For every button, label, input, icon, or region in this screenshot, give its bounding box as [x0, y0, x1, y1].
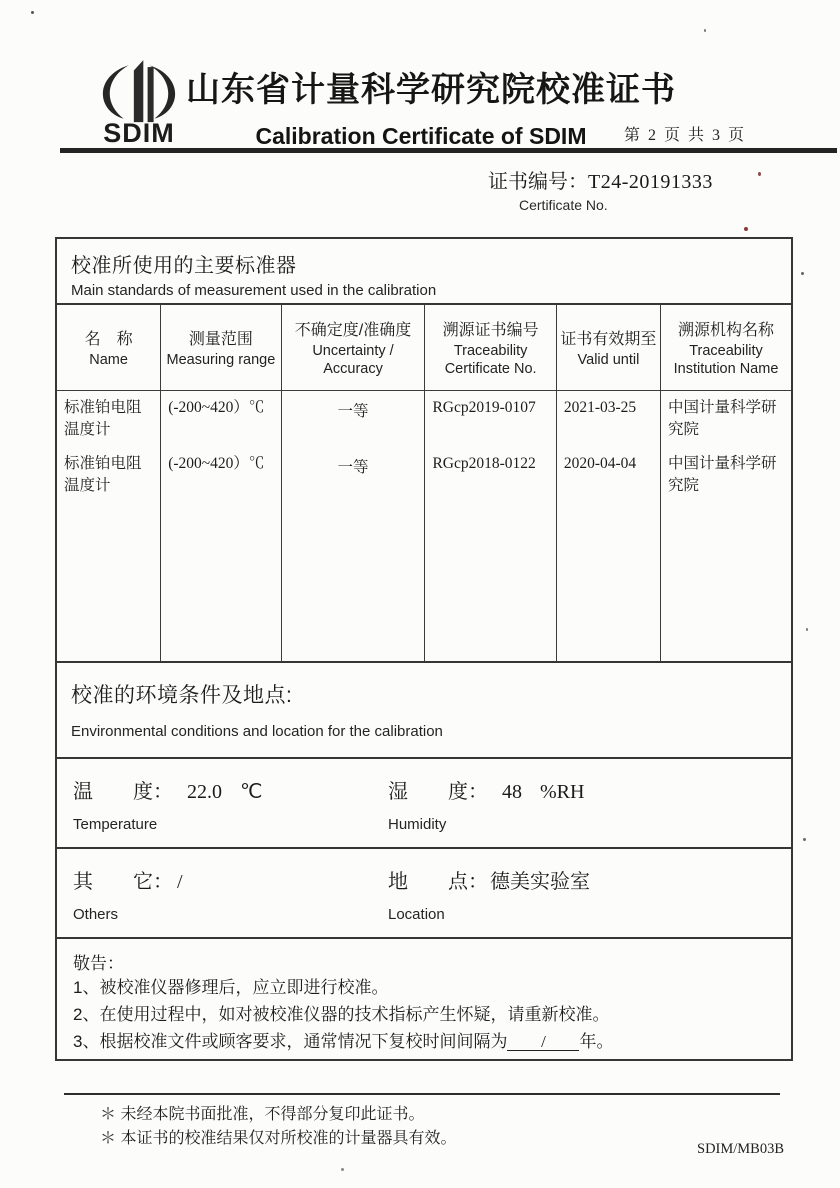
standards-title-en: Main standards of measurement used in the calibration — [71, 282, 437, 299]
standards-section-header — [57, 239, 791, 303]
scan-speck — [744, 227, 748, 231]
title-block — [186, 62, 676, 150]
standards-table — [57, 303, 791, 661]
humidity-unit: %RH — [540, 781, 585, 803]
temperature-unit: ℃ — [240, 781, 263, 803]
table-cell: 一等 — [337, 459, 369, 476]
location-label: 地 点： — [388, 871, 488, 893]
notice-item-3 — [73, 1028, 775, 1055]
table-column-institution — [661, 391, 791, 661]
column-header-zh: 测量范围 — [188, 330, 253, 348]
scan-speck — [806, 628, 808, 631]
column-header-zh: 溯源证书编号 — [442, 321, 539, 339]
scan-speck — [341, 1168, 344, 1171]
scan-speck — [803, 838, 806, 841]
table-cell: 标准铂电阻温度计 — [64, 455, 142, 495]
table-cell: 2021-03-25 — [563, 399, 637, 416]
certificate-number-label: 证书编号： — [488, 171, 588, 193]
column-header-institution — [661, 305, 791, 391]
humidity-field — [372, 759, 584, 847]
humidity-label: 湿 度： — [388, 781, 488, 803]
footer-divider — [64, 1093, 780, 1095]
table-cell: 标准铂电阻温度计 — [64, 399, 142, 439]
column-header-zh: 证书有效期至 — [560, 330, 657, 348]
column-header-en: Measuring range — [166, 351, 276, 368]
footer-note-1: ＊ 未经本院书面批准，不得部分复印此证书。 — [100, 1106, 425, 1123]
temperature-field — [57, 759, 372, 847]
table-cell: 2020-04-04 — [563, 455, 637, 472]
environment-title-zh: 校准的环境条件及地点: — [71, 684, 293, 707]
column-header-uncertainty — [282, 305, 426, 391]
table-column-traceability-no — [425, 391, 556, 661]
scan-speck — [758, 172, 761, 176]
page-title: 山东省计量科学研究院校准证书 — [186, 72, 676, 109]
column-header-zh: 不确定度/准确度 — [294, 321, 412, 339]
others-location-row — [57, 847, 791, 937]
others-field — [57, 849, 372, 937]
others-label: 其 它： — [73, 871, 173, 893]
footer-notes — [100, 1103, 456, 1151]
table-cell: (-200~420）℃ — [168, 455, 265, 472]
temperature-label-en: Temperature — [73, 816, 158, 833]
location-label-en: Location — [388, 906, 445, 923]
header-divider — [60, 148, 837, 153]
notice-section — [57, 937, 791, 1059]
table-column-uncertainty — [282, 391, 426, 661]
page-title-en: Calibration Certificate of SDIM — [255, 123, 587, 149]
table-cell: (-200~420）℃ — [168, 399, 265, 416]
column-header-name — [57, 305, 161, 391]
temperature-value: 22.0 — [187, 781, 222, 803]
column-header-en: Uncertainty / Accuracy — [312, 342, 394, 377]
column-header-range — [161, 305, 281, 391]
table-column-range — [161, 391, 281, 661]
column-header-zh: 溯源机构名称 — [677, 321, 774, 339]
table-cell: RGcp2018-0122 — [432, 455, 536, 472]
table-column-valid-until — [557, 391, 661, 661]
column-header-traceability-no — [425, 305, 556, 391]
scan-speck — [704, 29, 706, 32]
others-label-en: Others — [73, 906, 119, 923]
column-header-en: Valid until — [577, 351, 640, 368]
column-header-en: Name — [89, 351, 128, 368]
certificate-number — [488, 165, 713, 194]
temperature-label: 温 度： — [73, 781, 173, 803]
scan-speck — [31, 11, 34, 14]
others-value: / — [177, 871, 183, 893]
certificate-body — [55, 237, 793, 1061]
notice-item-2: 2、在使用过程中，如对被校准仪器的技术指标产生怀疑，请重新校准。 — [73, 1005, 610, 1024]
column-header-en: Traceability Certificate No. — [444, 342, 537, 377]
table-cell: RGcp2019-0107 — [432, 399, 536, 416]
notice-title: 敬告： — [73, 954, 124, 973]
location-value: 德美实验室 — [490, 871, 590, 893]
sdim-logo-icon — [96, 58, 182, 126]
environment-title-en: Environmental conditions and location for the calibration — [71, 723, 443, 740]
sdim-logo-text: SDIM — [103, 118, 175, 148]
temperature-humidity-row — [57, 757, 791, 847]
column-header-valid-until — [557, 305, 661, 391]
table-column-name — [57, 391, 161, 661]
table-cell: 一等 — [337, 403, 369, 420]
notice-item-3-suffix: 年。 — [579, 1032, 614, 1051]
humidity-value: 48 — [502, 781, 522, 803]
recalibration-interval-blank: / — [507, 1033, 579, 1051]
sdim-logo — [80, 58, 198, 150]
table-cell: 中国计量科学研究院 — [668, 399, 777, 439]
standards-title-zh: 校准所使用的主要标准器 — [71, 255, 297, 277]
scan-speck — [801, 272, 804, 275]
page-number: 第 2 页 共 3 页 — [624, 127, 747, 144]
notice-item-3-text: 3、根据校准文件或顾客要求，通常情况下复校时间间隔为 — [73, 1032, 508, 1051]
notice-item-1: 1、被校准仪器修理后，应立即进行校准。 — [73, 978, 389, 997]
certificate-number-value: T24-20191333 — [588, 171, 713, 193]
location-field — [372, 849, 590, 937]
column-header-en: Traceability Institution Name — [673, 342, 779, 377]
humidity-label-en: Humidity — [388, 816, 447, 833]
column-header-zh: 名 称 — [84, 330, 133, 348]
environment-section-header — [57, 661, 791, 757]
footer-note-2: ＊ 本证书的校准结果仅对所校准的计量器具有效。 — [100, 1130, 457, 1147]
form-code: SDIM/MB03B — [697, 1141, 785, 1157]
table-cell: 中国计量科学研究院 — [668, 455, 777, 495]
certificate-number-label-en: Certificate No. — [519, 197, 608, 213]
